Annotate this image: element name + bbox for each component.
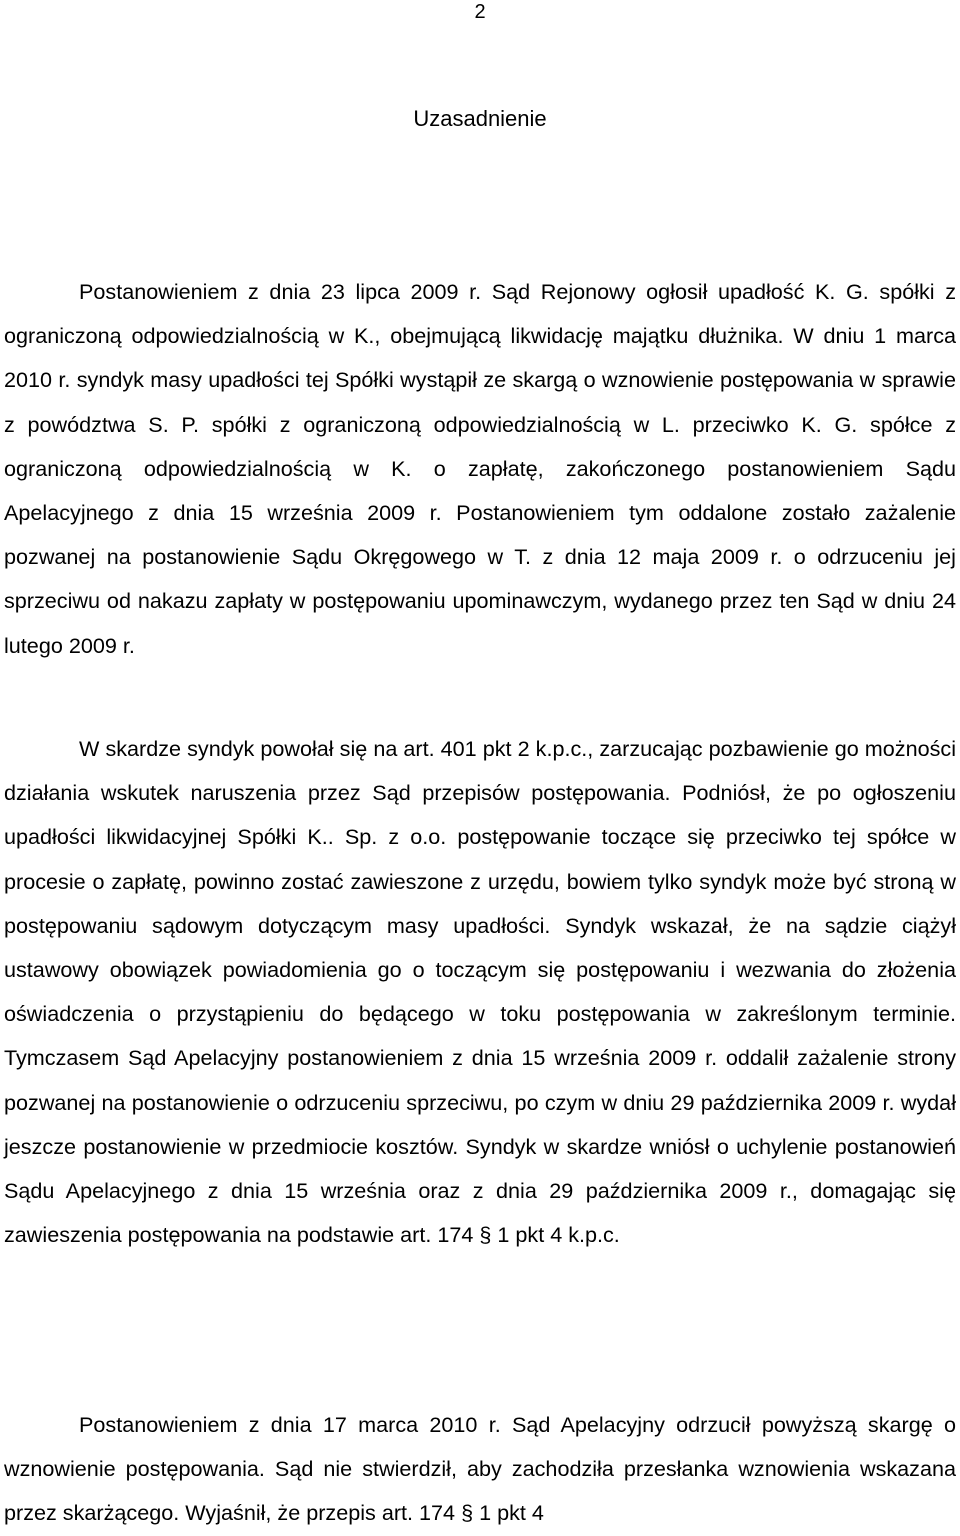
page-number: 2 <box>474 1 486 23</box>
paragraph-1: Postanowieniem z dnia 23 lipca 2009 r. Sąd Rejonowy ogłosił upadłość K. G. spółki z ograniczoną odpowiedzialnością w K., obejmującą likwidację majątku dłużnika. W dniu 1 marca 2010 r. syndyk masy upadłości tej Spółki wystąpił ze skargą o wznowienie postępowania w sprawie z powództwa S. P. spółki z ograniczoną odpowiedzialnością w L. przeciwko K. G. spółce z ograniczoną odpowiedzialnością w K. o zapłatę, zakończonego postanowieniem Sądu Apelacyjnego z dnia 15 września 2009 r. Postanowieniem tym oddalone zostało zażalenie pozwanej na postanowienie Sądu Okręgowego w T. z dnia 12 maja 2009 r. o odrzuceniu jej sprzeciwu od nakazu zapłaty w postępowaniu upominawczym, wydanego przez ten Sąd w dniu 24 lutego 2009 r. <box>4 279 956 658</box>
paragraph-2: W skardze syndyk powołał się na art. 401 pkt 2 k.p.c., zarzucając pozbawienie go możności działania wskutek naruszenia przez Sąd przepisów postępowania. Podniósł, że po ogłoszeniu upadłości likwidacyjnej Spółki K.. Sp. z o.o. postępowanie toczące się przeciwko tej spółce w procesie o zapłatę, powinno zostać zawieszone z urzędu, bowiem tylko syndyk może być stroną w postępowaniu sądowym dotyczącym masy upadłości. Syndyk wskazał, że na sądzie ciążył ustawowy obowiązek powiadomienia go o toczącym się postępowaniu i wezwania do złożenia oświadczenia o przystąpieniu do będącego w toku postępowania w zakreślonym terminie. Tymczasem Sąd Apelacyjny postanowieniem z dnia 15 września 2009 r. oddalił zażalenie strony pozwanej na postanowienie o odrzuceniu sprzeciwu, po czym w dniu 29 października 2009 r. wydał jeszcze postanowienie w przedmiocie kosztów. Syndyk w skardze wniósł o uchylenie postanowień Sądu Apelacyjnego z dnia 15 września oraz z dnia 29 października 2009 r., domagając się zawieszenia postępowania na podstawie art. 174 § 1 pkt 4 k.p.c. <box>4 736 956 1248</box>
paragraph-3: Postanowieniem z dnia 17 marca 2010 r. Sąd Apelacyjny odrzucił powyższą skargę o wznowienie postępowania. Sąd nie stwierdził, aby zachodziła przesłanka wznowienia wskazana przez skarżącego. Wyjaśnił, że przepis art. 174 § 1 pkt 4 <box>4 1412 956 1526</box>
document-title: Uzasadnienie <box>413 106 547 131</box>
